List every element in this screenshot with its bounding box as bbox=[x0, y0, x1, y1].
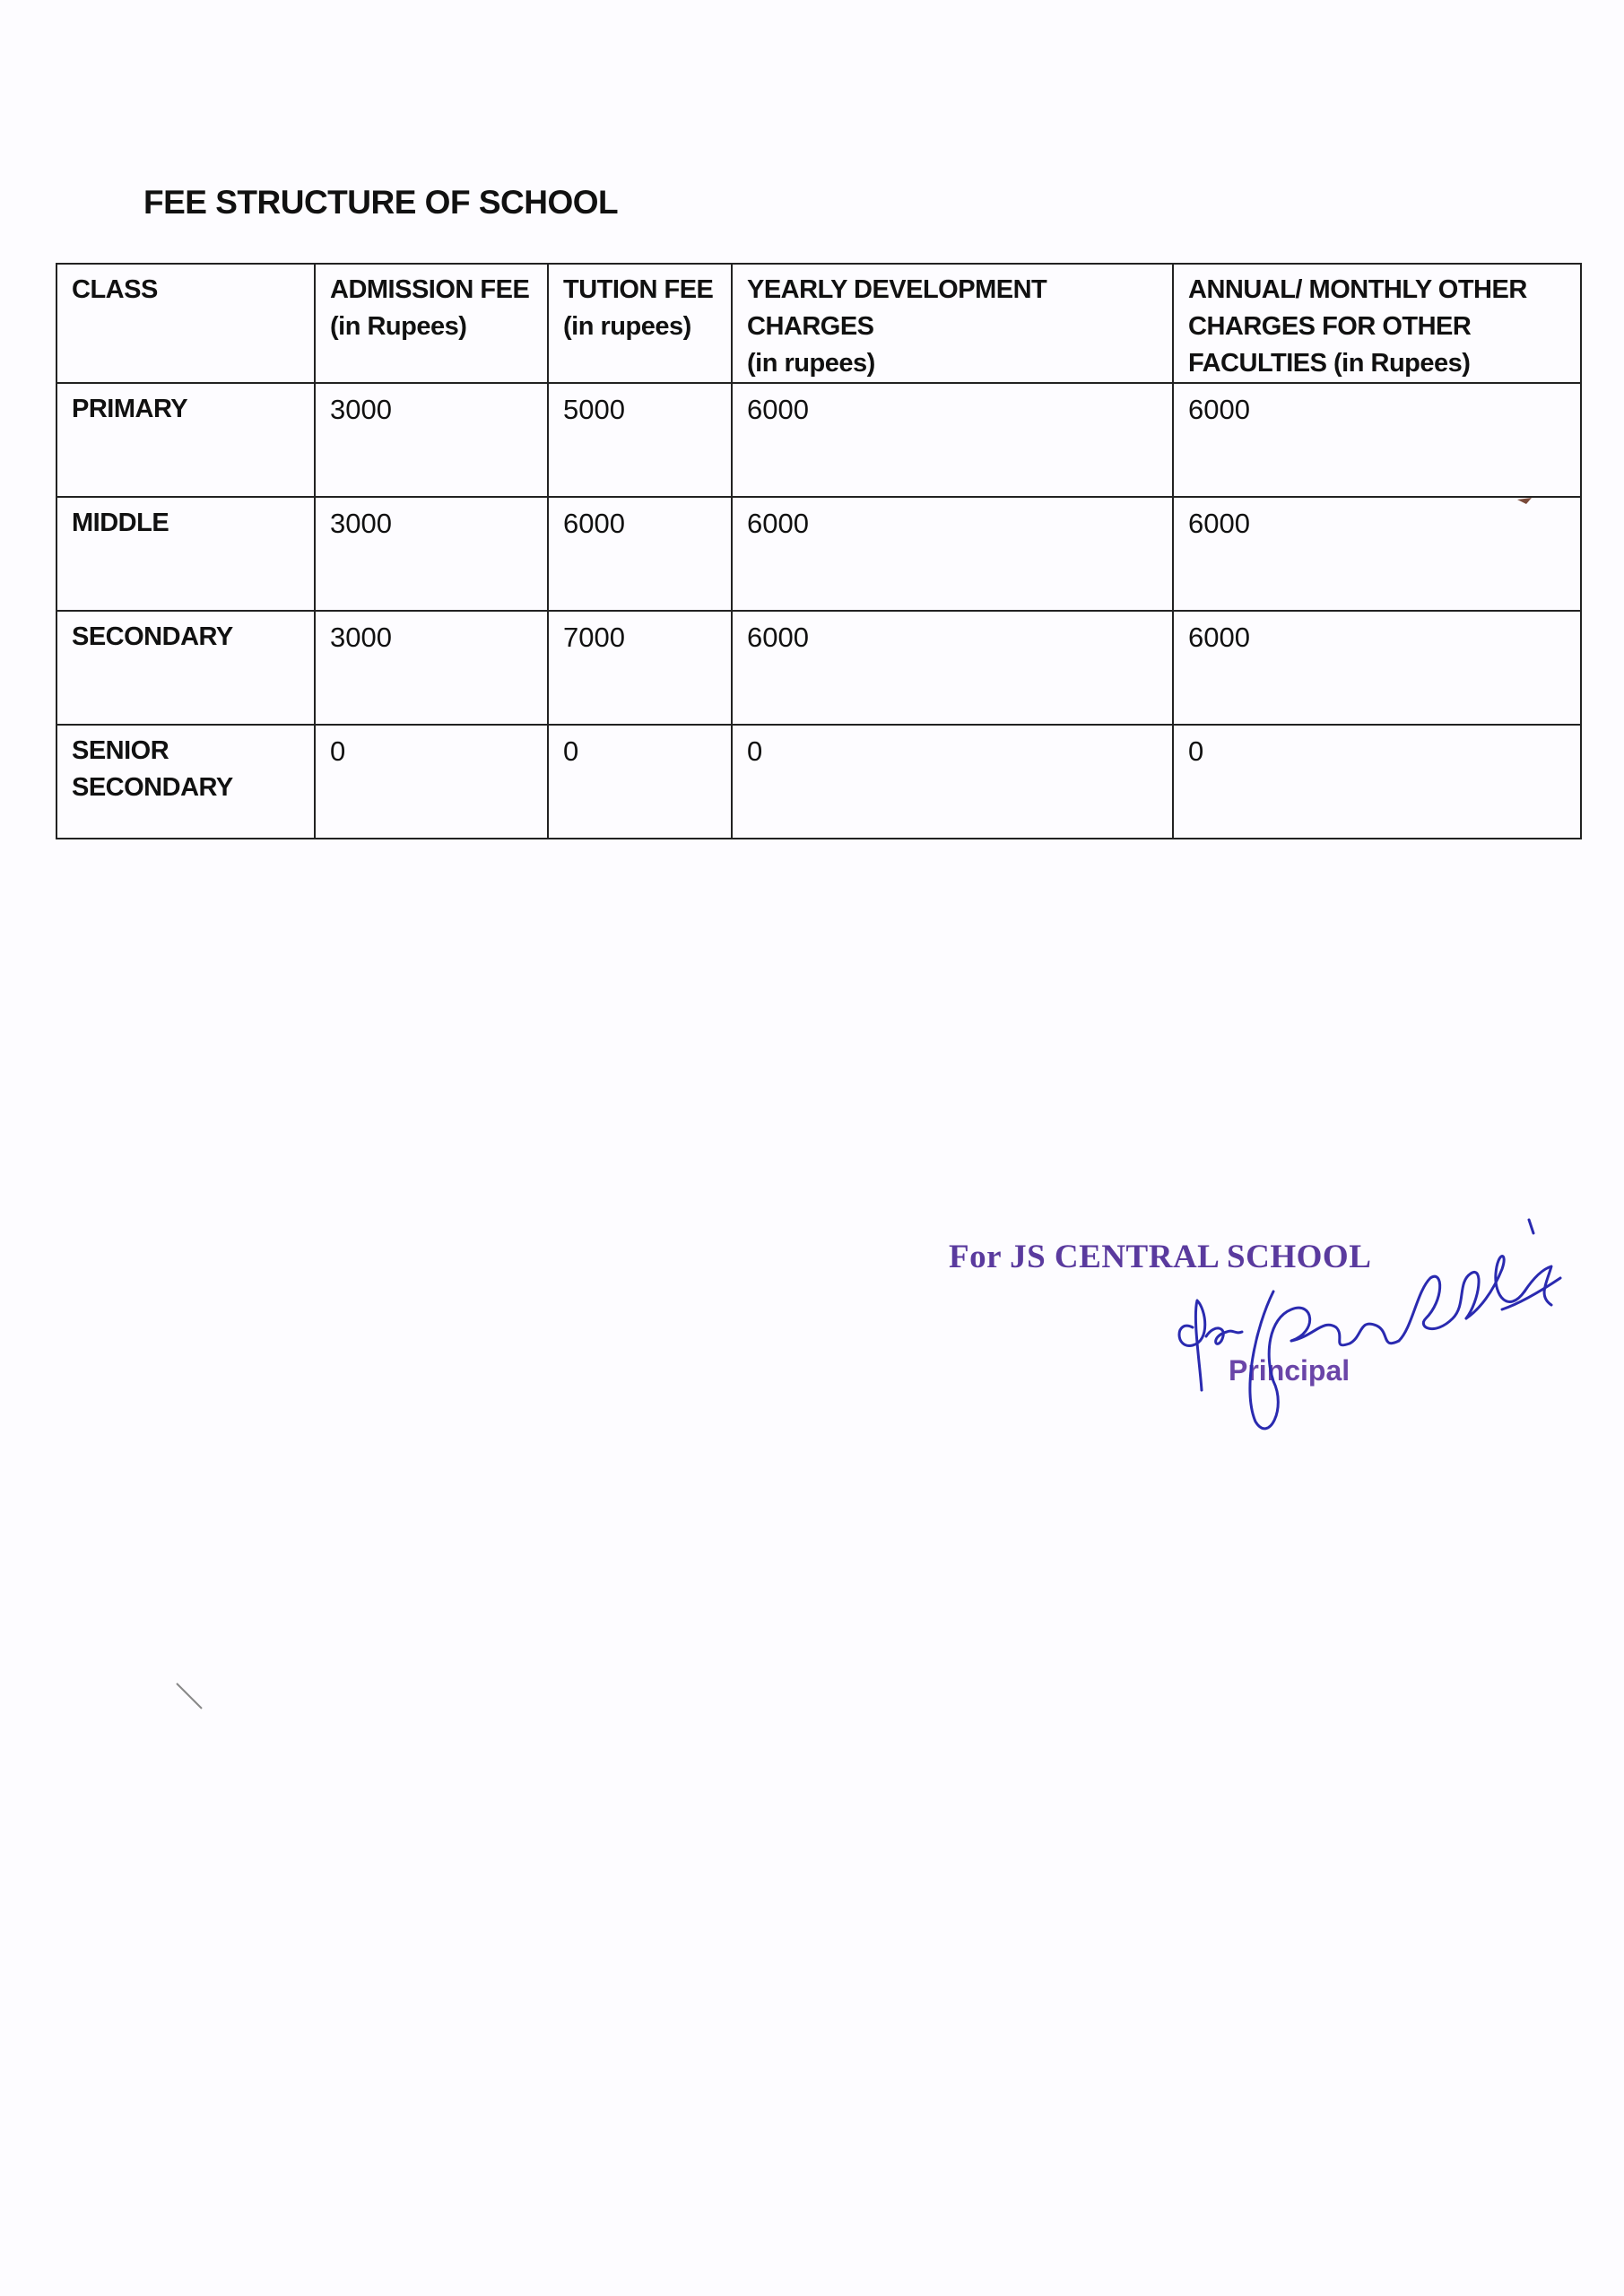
scan-mark bbox=[1515, 493, 1533, 506]
class-label: MIDDLE bbox=[72, 509, 169, 537]
development-charges-cell: 6000 bbox=[732, 383, 1173, 497]
header-admission-fee bbox=[315, 264, 548, 383]
class-label: SECONDARY bbox=[72, 622, 233, 651]
header-development-charges bbox=[732, 264, 1173, 383]
header-line: (in rupees) bbox=[747, 349, 875, 378]
tuition-fee-cell: 7000 bbox=[548, 611, 732, 725]
tuition-fee-cell: 6000 bbox=[548, 497, 732, 611]
tuition-fee-cell: 5000 bbox=[548, 383, 732, 497]
header-line: CLASS bbox=[72, 275, 158, 304]
table-row bbox=[56, 383, 1581, 497]
other-charges-cell: 6000 bbox=[1173, 383, 1581, 497]
header-tuition-fee bbox=[548, 264, 732, 383]
page-title: FEE STRUCTURE OF SCHOOL bbox=[143, 184, 619, 221]
development-charges-cell: 0 bbox=[732, 725, 1173, 839]
admission-fee-cell: 3000 bbox=[315, 497, 548, 611]
stamp-role-text: Principal bbox=[1229, 1354, 1350, 1387]
header-line: YEARLY DEVELOPMENT bbox=[747, 275, 1047, 304]
other-charges-cell: 0 bbox=[1173, 725, 1581, 839]
header-line: CHARGES FOR OTHER bbox=[1188, 312, 1472, 341]
class-label: PRIMARY bbox=[72, 395, 188, 423]
header-other-charges bbox=[1173, 264, 1581, 383]
header-line: ANNUAL/ MONTHLY OTHER bbox=[1188, 275, 1527, 304]
header-line: TUTION FEE bbox=[563, 275, 714, 304]
header-line: FACULTIES (in Rupees) bbox=[1188, 349, 1471, 378]
other-charges-cell: 6000 bbox=[1173, 611, 1581, 725]
header-line: (in Rupees) bbox=[330, 312, 467, 341]
scan-mark bbox=[175, 1682, 211, 1718]
other-charges-cell: 6000 bbox=[1173, 497, 1581, 611]
header-line: ADMISSION FEE bbox=[330, 275, 530, 304]
class-label: SENIOR bbox=[72, 736, 169, 765]
header-line: CHARGES bbox=[747, 312, 874, 341]
table-row bbox=[56, 611, 1581, 725]
class-cell bbox=[56, 383, 315, 497]
class-label: SECONDARY bbox=[72, 773, 233, 802]
class-cell bbox=[56, 611, 315, 725]
school-stamp-text: For JS CENTRAL SCHOOL bbox=[949, 1239, 1372, 1275]
development-charges-cell: 6000 bbox=[732, 611, 1173, 725]
header-class bbox=[56, 264, 315, 383]
table-row bbox=[56, 725, 1581, 839]
principal-signature bbox=[1157, 1184, 1578, 1453]
admission-fee-cell: 3000 bbox=[315, 383, 548, 497]
table-header-row bbox=[56, 264, 1581, 383]
table-row bbox=[56, 497, 1581, 611]
class-cell bbox=[56, 497, 315, 611]
admission-fee-cell: 3000 bbox=[315, 611, 548, 725]
admission-fee-cell: 0 bbox=[315, 725, 548, 839]
development-charges-cell: 6000 bbox=[732, 497, 1173, 611]
class-cell bbox=[56, 725, 315, 839]
header-line: (in rupees) bbox=[563, 312, 691, 341]
fee-table bbox=[56, 263, 1582, 839]
tuition-fee-cell: 0 bbox=[548, 725, 732, 839]
